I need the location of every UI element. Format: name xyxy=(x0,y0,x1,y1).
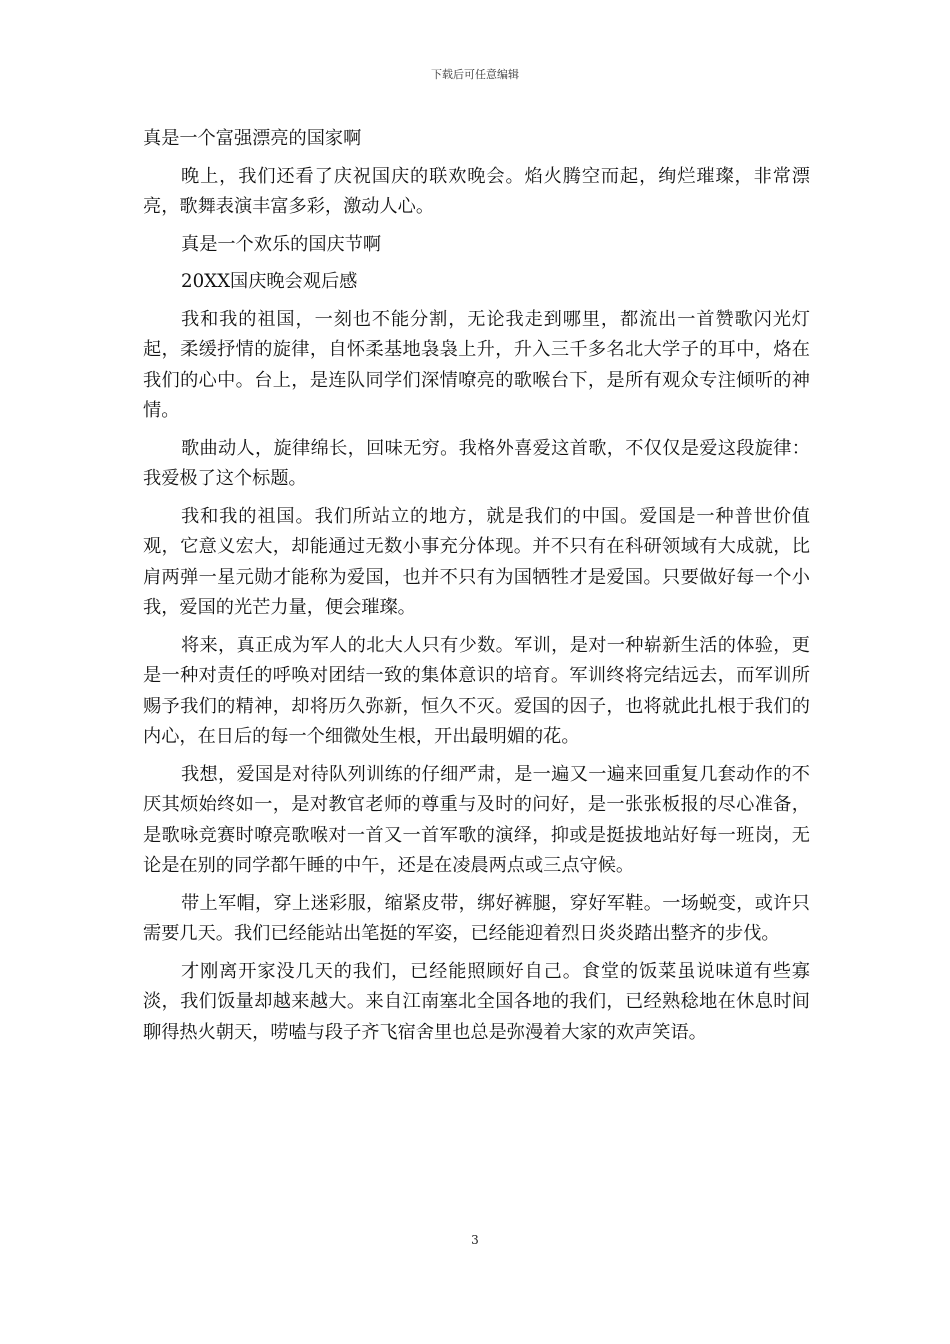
paragraph-6: 歌曲动人，旋律绵长，回味无穷。我格外喜爱这首歌，不仅仅是爱这段旋律：我爱极了这个标题。 xyxy=(143,437,810,489)
paragraph-8: 将来，真正成为军人的北大人只有少数。军训，是对一种崭新生活的体验，更是一种对责任的呼唤对团结一致的集体意识的培育。军训终将完结远去，而军训所赐予我们的精神，却将历久弥新，恒久不灭。爱国的因子，也将就此扎根于我们的内心，在日后的每一个细微处生根，开出最明媚的花。 xyxy=(143,634,810,747)
paragraph-7: 我和我的祖国。我们所站立的地方，就是我们的中国。爱国是一种普世价值观，它意义宏大，却能通过无数小事充分体现。并不只有在科研领域有大成就，比肩两弹一星元勋才能称为爱国，也并不只有为国牺牲才是爱国。只要做好每一个小我，爱国的光芒力量，便会璀璨。 xyxy=(143,505,810,618)
paragraph-5: 我和我的祖国，一刻也不能分割，无论我走到哪里，都流出一首赞歌闪光灯起，柔缓抒情的旋律，自怀柔基地袅袅上升，升入三千多名北大学子的耳中，烙在我们的心中。台上，是连队同学们深情嘹亮的歌喉台下，是所有观众专注倾听的神情。 xyxy=(143,308,810,421)
paragraph-2: 晚上，我们还看了庆祝国庆的联欢晚会。焰火腾空而起，绚烂璀璨，非常漂亮，歌舞表演丰富多彩，激动人心。 xyxy=(143,165,810,217)
paragraph-10: 带上军帽，穿上迷彩服，缩紧皮带，绑好裤腿，穿好军鞋。一场蜕变，或许只需要几天。我们已经能站出笔挺的军姿，已经能迎着烈日炎炎踏出整齐的步伐。 xyxy=(143,892,810,944)
page-number: 3 xyxy=(471,1233,479,1247)
section-title: 20XX国庆晚会观后感 xyxy=(181,271,358,292)
paragraph-1: 真是一个富强漂亮的国家啊 xyxy=(143,128,362,149)
paragraph-11: 才刚离开家没几天的我们，已经能照顾好自己。食堂的饭菜虽说味道有些寡淡，我们饭量却越来越大。来自江南塞北全国各地的我们，已经熟稔地在休息时间聊得热火朝天，唠嗑与段子齐飞宿舍里也总是弥漫着大家的欢声笑语。 xyxy=(143,960,810,1043)
document-body xyxy=(143,124,810,1055)
page-header: 下载后可任意编辑 xyxy=(431,68,519,81)
paragraph-9: 我想，爱国是对待队列训练的仔细严肃，是一遍又一遍来回重复几套动作的不厌其烦始终如一，是对教官老师的尊重与及时的问好，是一张张板报的尽心准备，是歌咏竞赛时嘹亮歌喉对一首又一首军歌的演绎，抑或是挺拔地站好每一班岗，无论是在别的同学都午睡的中午，还是在凌晨两点或三点守候。 xyxy=(143,763,810,876)
paragraph-3: 真是一个欢乐的国庆节啊 xyxy=(181,233,382,255)
